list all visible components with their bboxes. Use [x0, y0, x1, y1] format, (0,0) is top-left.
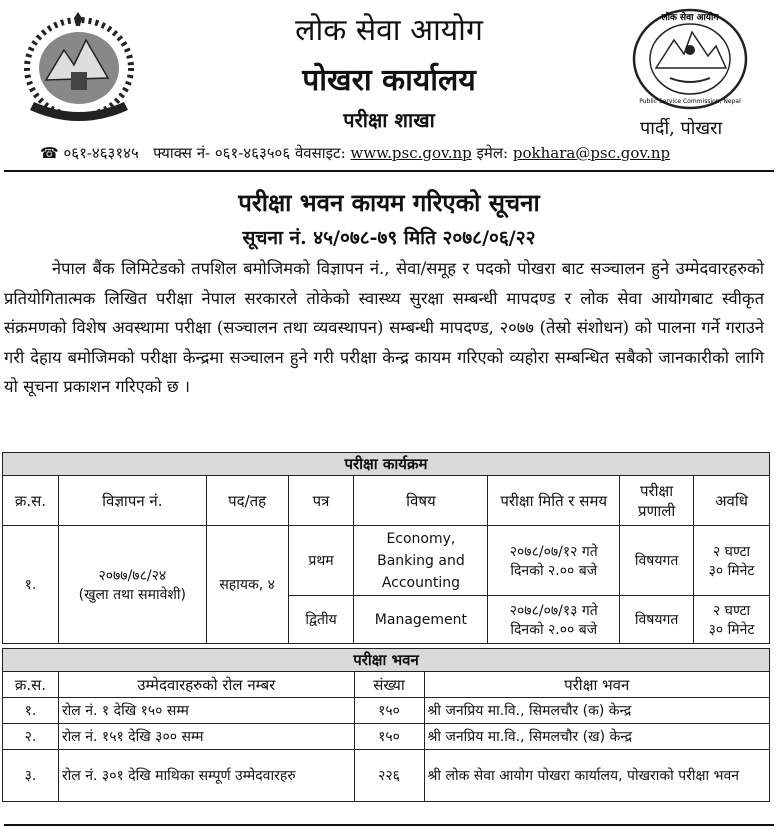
col-duration: अवधि — [694, 476, 770, 526]
advertisement-no: २०७७/७८/२४ — [98, 567, 167, 584]
exam-duration — [694, 526, 770, 596]
subject-name: Management — [354, 596, 488, 644]
schedule-title: परीक्षा कार्यक्रम — [3, 453, 770, 476]
exam-schedule-table — [2, 452, 770, 644]
post-level: सहायक, ४ — [206, 526, 288, 644]
duration-minutes: ३० मिनेट — [708, 562, 755, 579]
row-sn: २. — [3, 724, 59, 750]
website-link[interactable]: www.psc.gov.np — [350, 144, 472, 162]
advertisement-cell — [58, 526, 206, 644]
email-label: इमेल: — [476, 144, 509, 162]
col-date-time: परीक्षा मिति र समय — [488, 476, 620, 526]
row-sn: ३. — [3, 750, 59, 802]
exam-system: विषयगत — [620, 526, 694, 596]
exam-centers-table — [2, 648, 770, 802]
centers-title: परीक्षा भवन — [3, 649, 770, 672]
exam-duration — [694, 596, 770, 644]
candidate-count: २२६ — [354, 750, 424, 802]
col-center: परीक्षा भवन — [424, 672, 770, 698]
website-label: वेवसाइट: — [294, 144, 346, 162]
duration-minutes: ३० मिनेट — [708, 621, 755, 638]
paper-name: प्रथम — [288, 526, 354, 596]
row-sn: १. — [3, 526, 59, 644]
col-paper: पत्र — [288, 476, 354, 526]
roll-range: रोल नं. १ देखि १५० सम्म — [58, 698, 354, 724]
office-name: पोखरा कार्यालय — [302, 63, 476, 98]
svg-text:लोक सेवा आयोग: लोक सेवा आयोग — [661, 13, 719, 23]
exam-center: श्री जनप्रिय मा.वि., सिमलचौर (क) केन्द्र — [424, 698, 770, 724]
header-divider — [4, 170, 774, 172]
col-roll: उम्मेदवारहरुको रोल नम्बर — [58, 672, 354, 698]
subject-name: Economy, Banking and Accounting — [354, 526, 488, 596]
table-row — [3, 724, 770, 750]
notice-body: नेपाल बैंक लिमिटेडको तपशिल बमोजिमको विज्ञापन नं., सेवा/समूह र पदको पोखरा बाट सञ्चालन हुने उम्मेदवारहरुको प्रतियोगितात्मक लिखित परीक्षा नेपाल सरकारले तोकेको स्वास्थ्य सुरक्षा सम्बन्धी मापदण्ड र लोक सेवा आयोगबाट स्वीकृत संक्रमणको विशेष अवस्थामा परीक्षा (सञ्चालन तथा व्यवस्थापन) सम्बन्धी मापदण्ड, २०७७ (तेस्रो संशोधन) को पालना गर्ने गराउने गरी देहाय बमोजिमको परीक्षा केन्द्रमा सञ्चालन हुने गरी परीक्षा केन्द्र कायम गरिएको व्यहोरा सम्बन्धित सबैको जानकारीको लागि यो सूचना प्रकाशन गरिएको छ । — [4, 259, 764, 396]
email-link[interactable]: pokhara@psc.gov.np — [512, 144, 671, 162]
fax-label: फ्याक्स नं- ०६१-४६३५०६ — [153, 144, 291, 162]
advertisement-type: (खुला तथा समावेशी) — [78, 586, 186, 603]
exam-system: विषयगत — [620, 596, 694, 644]
exam-time: दिनको २.०० बजे — [510, 621, 598, 638]
col-advertisement: विज्ञापन नं. — [58, 476, 206, 526]
telephone-icon: ☎ — [40, 144, 59, 162]
location-label: पार्दी, पोखरा — [640, 118, 723, 139]
phone-number: ०६१-४६३१४५ — [63, 144, 139, 162]
exam-center: श्री लोक सेवा आयोग पोखरा कार्यालय, पोखराको परीक्षा भवन — [424, 750, 770, 802]
duration-hours: २ घण्टा — [712, 602, 751, 619]
paper-name: द्वितीय — [288, 596, 354, 644]
roll-range: रोल नं. १५१ देखि ३०० सम्म — [58, 724, 354, 750]
exam-time: दिनको २.०० बजे — [510, 562, 598, 579]
footer-divider — [4, 824, 774, 826]
table-row — [3, 526, 770, 596]
contact-line — [40, 143, 670, 163]
table-row — [3, 750, 770, 802]
candidate-count: १५० — [354, 698, 424, 724]
notice-title: परीक्षा भवन कायम गरिएको सूचना — [238, 188, 540, 217]
col-post: पद/तह — [206, 476, 288, 526]
notice-reference: सूचना नं. ४५/०७८-७९ मिति २०७८/०६/२२ — [242, 227, 536, 249]
exam-center: श्री जनप्रिय मा.वि., सिमलचौर (ख) केन्द्र — [424, 724, 770, 750]
exam-date: २०७८/०७/१३ गते — [509, 602, 598, 619]
org-name: लोक सेवा आयोग — [295, 13, 483, 48]
duration-hours: २ घण्टा — [712, 543, 751, 560]
roll-range: रोल नं. ३०१ देखि माथिका सम्पूर्ण उम्मेदवारहरु — [58, 750, 354, 802]
exam-datetime — [488, 596, 620, 644]
table-row — [3, 698, 770, 724]
col-system: परीक्षा प्रणाली — [620, 476, 694, 526]
exam-datetime — [488, 526, 620, 596]
col-sn: क्र.स. — [3, 476, 59, 526]
candidate-count: १५० — [354, 724, 424, 750]
row-sn: १. — [3, 698, 59, 724]
col-sn: क्र.स. — [3, 672, 59, 698]
col-count: संख्या — [354, 672, 424, 698]
svg-text:Public Service Commission, Nep: Public Service Commission, Nepal — [639, 98, 741, 105]
exam-date: २०७८/०७/१२ गते — [509, 543, 598, 560]
col-subject: विषय — [354, 476, 488, 526]
section-name: परीक्षा शाखा — [343, 108, 435, 132]
